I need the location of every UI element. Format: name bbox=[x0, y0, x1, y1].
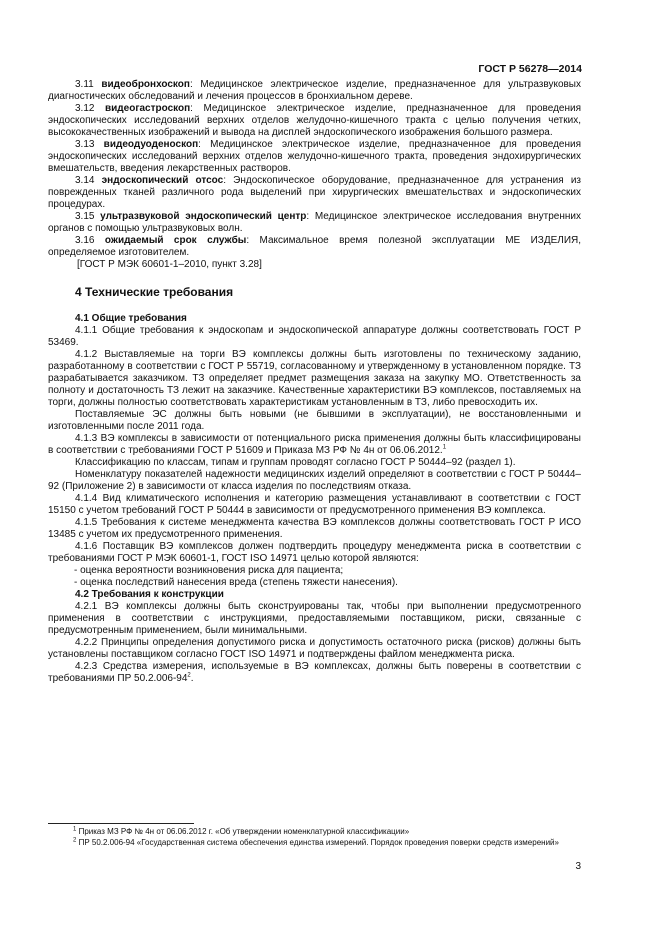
definition-3-15: 3.15 ультразвуковой эндоскопический центр: Медицинское электрическое исследования внутренних органов с помощью ультразвуковых волн. bbox=[48, 211, 581, 234]
footnote-ref-1: 1 bbox=[442, 444, 447, 451]
definition-3-14: 3.14 эндоскопический отсос: Эндоскопическое оборудование, предназначенное для устранения из поврежденных тканей различного рода выделений при хирургических вмешательствах и эндоскопических процедурах. bbox=[48, 175, 581, 210]
paragraph-4-1-1: 4.1.1 Общие требования к эндоскопам и эндоскопической аппаратуре должны соответствовать ГОСТ Р 53469. bbox=[48, 325, 581, 348]
footnote-1: $^1$ Приказ МЗ РФ № 4н от 06.06.2012 г. «Об утверждении номенклатурной классификации» bbox=[73, 826, 410, 836]
subsection-4-2-title: 4.2 Требования к конструкции bbox=[75, 589, 224, 600]
section-4-title: 4 Технические требования bbox=[75, 285, 234, 299]
paragraph-4-1-3: 4.1.3 ВЭ комплексы в зависимости от потенциального риска применения должны быть классифицированы в соответствии с требованиями ГОСТ Р 51609 и Приказа МЗ РФ № 4н от 06.06.2012.$^1$ bbox=[48, 433, 581, 456]
definition-3-12: 3.12 видеогастроскоп: Медицинское электрическое изделие, предназначенное для проведения эндоскопических исследований верхних отделов желудочно-кишечного тракта с целью получения четких, высококачественных изображений и вывода на дисплей эндоскопического изображения большого размера. bbox=[48, 103, 581, 138]
page-number: 3 bbox=[575, 861, 581, 872]
paragraph-4-1-6: 4.1.6 Поставщик ВЭ комплексов должен подтвердить процедуру менеджмента риска в соответствии с требованиями ГОСТ Р МЭК 60601-1, ГОСТ ISO 14971 целью которой являются: bbox=[48, 541, 581, 564]
footnotes bbox=[48, 826, 581, 848]
risk-list bbox=[48, 565, 581, 589]
paragraph-4-1-4: 4.1.4 Вид климатического исполнения и категорию размещения устанавливают в соответствии с ГОСТ 15150 с учетом требований ГОСТ Р 50444 в зависимости от предусмотренного применения ВЭ комплекса. bbox=[48, 493, 581, 516]
paragraph-4-2-3: 4.2.3 Средства измерения, используемые в ВЭ комплексах, должны быть поверены в соответствии с требованиями ПР $50.2.006-94^2$. bbox=[48, 661, 581, 684]
definition-3-13: 3.13 видеодуоденоскоп: Медицинское электрическое изделие, предназначенное для проведения эндоскопических исследований верхних отделов желудочно-кишечного тракта, проведения эндохирургических вмешательств, введения лекарственных растворов. bbox=[48, 139, 581, 174]
subsection-4-1-title: 4.1 Общие требования bbox=[75, 313, 187, 324]
footnote-divider bbox=[48, 823, 194, 824]
paragraph-4-1-2: 4.1.2 Выставляемые на торги ВЭ комплексы должны быть изготовлены по техническому заданию, разработанному в соответствии с ГОСТ Р 55719, согласованному и утвержденному в установленном порядке. ТЗ разрабатывается заказчиком. ТЗ определяет предмет размещения заказа на закупку МО. Ответственность за полноту и достаточность ТЗ лежит на заказчике. Качественные характеристики ВЭ комплексов, поставляемых на торги, должны полностью соответствовать характеристикам установленным в ТЗ, либо превосходить их. bbox=[48, 349, 581, 408]
standard-header: ГОСТ Р 56278—2014 bbox=[478, 63, 582, 75]
definition-3-16: 3.16 ожидаемый срок службы: Максимальное время полезной эксплуатации МЕ ИЗДЕЛИЯ, определяемое изготовителем. bbox=[48, 235, 582, 258]
paragraph-4-2-2: 4.2.2 Принципы определения допустимого риска и допустимость остаточного риска (рисков) должны быть установлены поставщиком согласно ГОСТ ISO 14971 и подтверждены файлом менеджмента риска. bbox=[48, 637, 581, 660]
paragraph-4-1-3-classification: Классификацию по классам, типам и группам проводят согласно ГОСТ Р 50444–92 (раздел 1). bbox=[75, 457, 516, 468]
list-item: - оценка вероятности возникновения риска для пациента; bbox=[74, 565, 344, 576]
footnote-ref-2: 2 bbox=[187, 672, 191, 679]
standard-reference: [ГОСТ Р МЭК 60601-1–2010, пункт 3.28] bbox=[77, 259, 262, 270]
document-body bbox=[48, 79, 581, 685]
footnote-2: $^2$ ПР 50.2.006-94 «Государственная система обеспечения единства измерений. Порядок проведения поверки средств измерений» bbox=[73, 837, 559, 847]
paragraph-4-1-5: 4.1.5 Требования к системе менеджмента качества ВЭ комплексов должны соответствовать ГОСТ Р ИСО 13485 с учетом их предусмотренного применения. bbox=[48, 517, 581, 540]
paragraph-4-1-2-cont: Поставляемые ЭС должны быть новыми (не бывшими в эксплуатации), не восстановленными и изготовленными после 2011 года. bbox=[48, 409, 581, 432]
paragraph-4-2-1: 4.2.1 ВЭ комплексы должны быть сконструированы так, чтобы при выполнении предусмотренного применения в соответствии с инструкциями, предоставляемыми поставщиком, риски, связанные с предусмотренным применением, были минимальными. bbox=[48, 601, 581, 636]
paragraph-4-1-3-reliability: Номенклатуру показателей надежности медицинских изделий определяют в соответствии с ГОСТ Р 50444–92 (Приложение 2) в зависимости от класса изделия по последствиям отказа. bbox=[48, 469, 581, 492]
list-item: - оценка последствий нанесения вреда (степень тяжести нанесения). bbox=[74, 577, 398, 588]
definition-3-11: 3.11 видеобронхоскоп: Медицинское электрическое изделие, предназначенное для ультразвуковых диагностических обследований и лечения процессов в бронхиальном дереве. bbox=[48, 79, 581, 102]
